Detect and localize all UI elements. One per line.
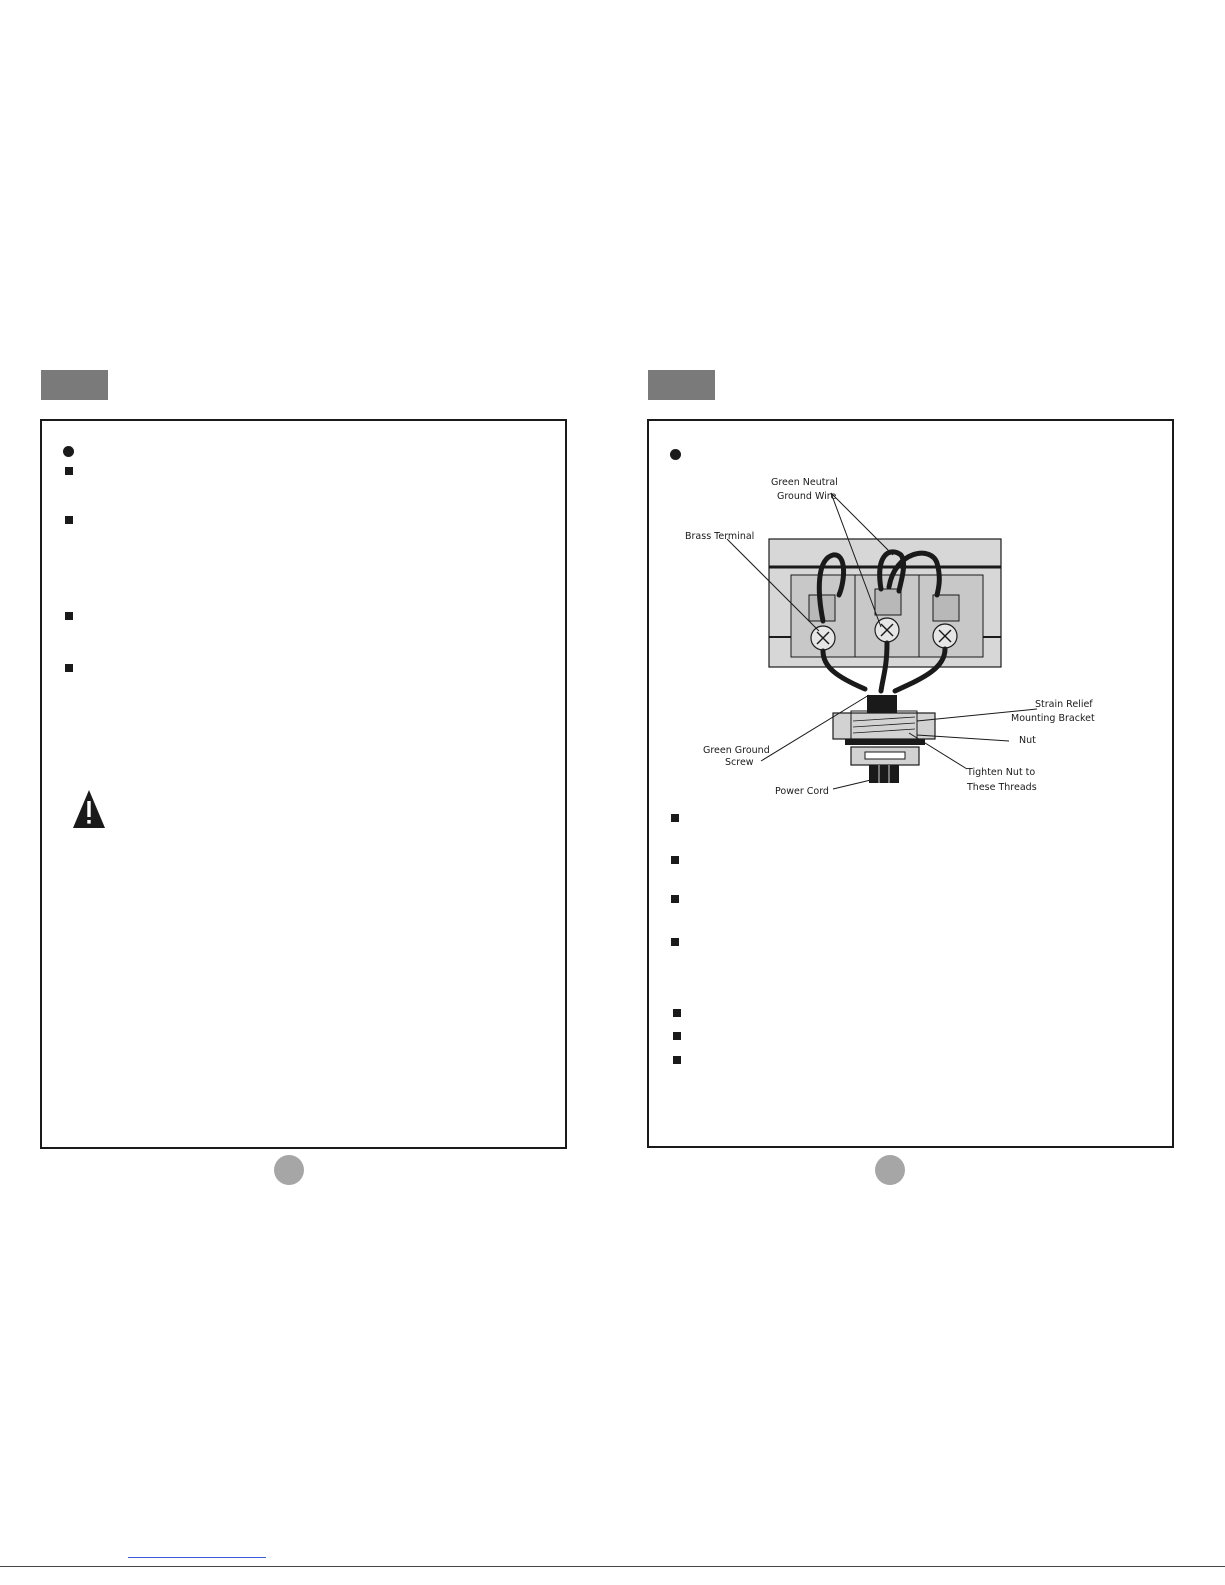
label-brass-terminal: Brass Terminal: [685, 531, 755, 542]
right-section-tab: [648, 370, 715, 400]
left-content-panel: [40, 419, 567, 1149]
label-power-cord: Power Cord: [775, 786, 829, 797]
left-section-tab: [41, 370, 108, 400]
right-heading-bullet: [670, 449, 681, 460]
right-page-number: [875, 1155, 905, 1185]
right-bullet-4: [671, 938, 679, 946]
label-green-ground: Green Ground: [703, 745, 770, 756]
left-bullet-3: [65, 612, 73, 620]
right-bullet-6: [673, 1032, 681, 1040]
label-strain-relief: Strain Relief: [1035, 699, 1093, 710]
footer-rule: [0, 1566, 1225, 1567]
right-bullet-3: [671, 895, 679, 903]
warning-triangle-icon: [71, 788, 107, 830]
right-content-panel: [647, 419, 1174, 1148]
left-page-number: [274, 1155, 304, 1185]
wiring-diagram: [669, 471, 1109, 801]
right-bullet-2: [671, 856, 679, 864]
label-tighten-nut: Tighten Nut to: [967, 767, 1036, 778]
label-ground-wire: Ground Wire: [777, 491, 837, 502]
right-bullet-7: [673, 1056, 681, 1064]
left-bullet-1: [65, 467, 73, 475]
right-bullet-1: [671, 814, 679, 822]
left-bullet-4: [65, 664, 73, 672]
left-heading-bullet: [63, 446, 74, 457]
right-bullet-5: [673, 1009, 681, 1017]
label-green-neutral: Green Neutral: [771, 477, 838, 488]
label-these-threads: These Threads: [967, 782, 1037, 793]
left-bullet-2: [65, 516, 73, 524]
label-screw: Screw: [725, 757, 754, 768]
label-mounting-bracket: Mounting Bracket: [1011, 713, 1095, 724]
label-nut: Nut: [1019, 735, 1036, 746]
footer-link-underline: [128, 1557, 266, 1558]
